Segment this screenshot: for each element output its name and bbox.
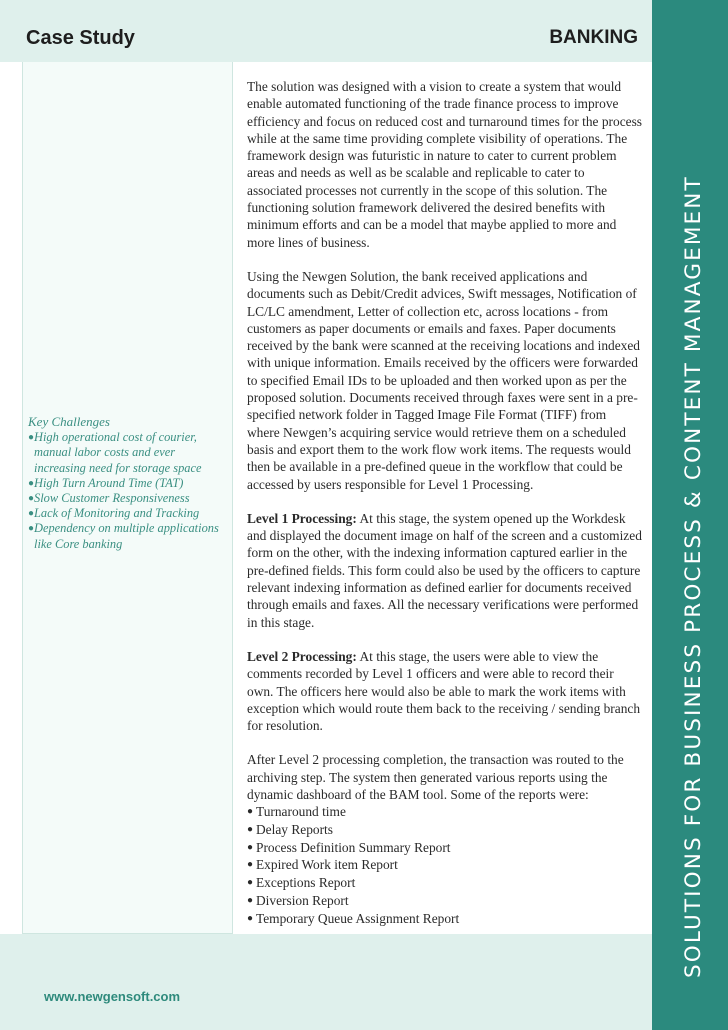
bullet-icon: ● — [28, 493, 35, 505]
level2-text: At this stage, the users were able to view the comments recorded by Level 1 officers and were able to record their own. The officers here would also be able to mark the work items with exception which would route them back to the receiving / sending branch for resolution. — [247, 648, 641, 734]
page-title: Case Study — [26, 27, 135, 49]
list-item: ● Lack of Monitoring and Tracking — [28, 506, 200, 521]
list-item: ● Temporary Queue Assignment Report — [247, 910, 460, 926]
main-content — [247, 78, 642, 927]
list-item: ● Delay Reports — [247, 821, 333, 837]
bullet-icon: ● — [247, 912, 254, 924]
bullet-icon: ● — [247, 877, 254, 889]
header-band — [0, 0, 652, 62]
list-item: ● High operational cost of courier, manual labor costs and ever increasing need for storage space — [28, 430, 202, 475]
list-item: ● Slow Customer Responsiveness — [28, 491, 190, 506]
bullet-icon: ● — [247, 894, 254, 906]
website-link[interactable]: www.newgensoft.com — [44, 989, 181, 1004]
list-item: ● Process Definition Summary Report — [247, 839, 451, 855]
paragraph-level2 — [247, 648, 642, 734]
bullet-icon: ● — [28, 477, 35, 489]
paragraph-level1 — [247, 510, 642, 631]
list-item: ● High Turn Around Time (TAT) — [28, 475, 184, 490]
list-item: ● Dependency on multiple applications like Core banking — [28, 521, 219, 551]
bullet-icon: ● — [247, 859, 254, 871]
list-item: ● Expired Work item Report — [247, 857, 398, 873]
bullet-icon: ● — [28, 523, 35, 535]
bullet-icon: ● — [28, 508, 35, 520]
key-challenges — [28, 414, 228, 552]
paragraph-newgen-solution: Using the Newgen Solution, the bank received applications and documents such as Debit/Credit advices, Swift messages, Notification of LC/LC amendment, Letter of collection etc, across locations - from customers as paper documents or emails and faxes. Paper documents received by the bank were scanned at the receiving locations and indexed with unique information. Emails received by the officers were forwarded to specified Email IDs to be uploaded and then worked upon as per the proposed solution. Documents received through faxes were sent in a pre-specified network folder in Tagged Image File Format (TIFF) from where Newgen’s acquiring service would retrieve them on a scheduled basis and export them to the work flow work items. The requests would then be available in a pre-defined queue in the workflow that could be accessed by users responsible for Level 1 Processing. — [247, 268, 640, 492]
level1-label: Level 1 Processing: — [247, 510, 357, 526]
level1-text: At this stage, the system opened up the Workdesk and displayed the document image on half of the screen and a customized form on the other, with the indexing information captured earlier in the pre-defined fields. This form could also be used by the officers to capture relevant indexing information as defined earlier for documents received through emails and faxes. All the necessary verifications were performed in this stage. — [247, 510, 642, 630]
paragraph-solution-vision: The solution was designed with a vision to create a system that would enable automated functioning of the trade finance process to improve efficiency and focus on reduced cost and turnaround times for the process while at the same time providing complete visibility of operations. The framework design was futuristic in nature to cater to current problem areas and needs as well as be scalable and replicable to cater to associated processes not currently in the scope of this solution. The functioning solution framework delivered the desired benefits with minimum efforts and can be a model that maybe applied to more and more lines of business. — [247, 79, 643, 250]
footer-band — [0, 934, 652, 1030]
reports-list — [247, 803, 642, 927]
bullet-icon: ● — [247, 806, 254, 818]
list-item: ● Turnaround time — [247, 804, 346, 820]
side-banner-text: SOLUTIONS FOR BUSINESS PROCESS & CONTENT MANAGEMENT — [681, 175, 706, 978]
bullet-icon: ● — [247, 823, 254, 835]
bullet-icon: ● — [247, 841, 254, 853]
category-label: BANKING — [549, 27, 638, 48]
list-item: ● Diversion Report — [247, 892, 349, 908]
paragraph-archiving: After Level 2 processing completion, the transaction was routed to the archiving step. The system then generated various reports using the dynamic dashboard of the BAM tool. Some of the reports were: — [247, 752, 624, 802]
list-item: ● Exceptions Report — [247, 875, 356, 891]
key-challenges-heading: Key Challenges — [28, 414, 110, 429]
level2-label: Level 2 Processing: — [247, 648, 357, 664]
bullet-icon: ● — [28, 432, 35, 444]
